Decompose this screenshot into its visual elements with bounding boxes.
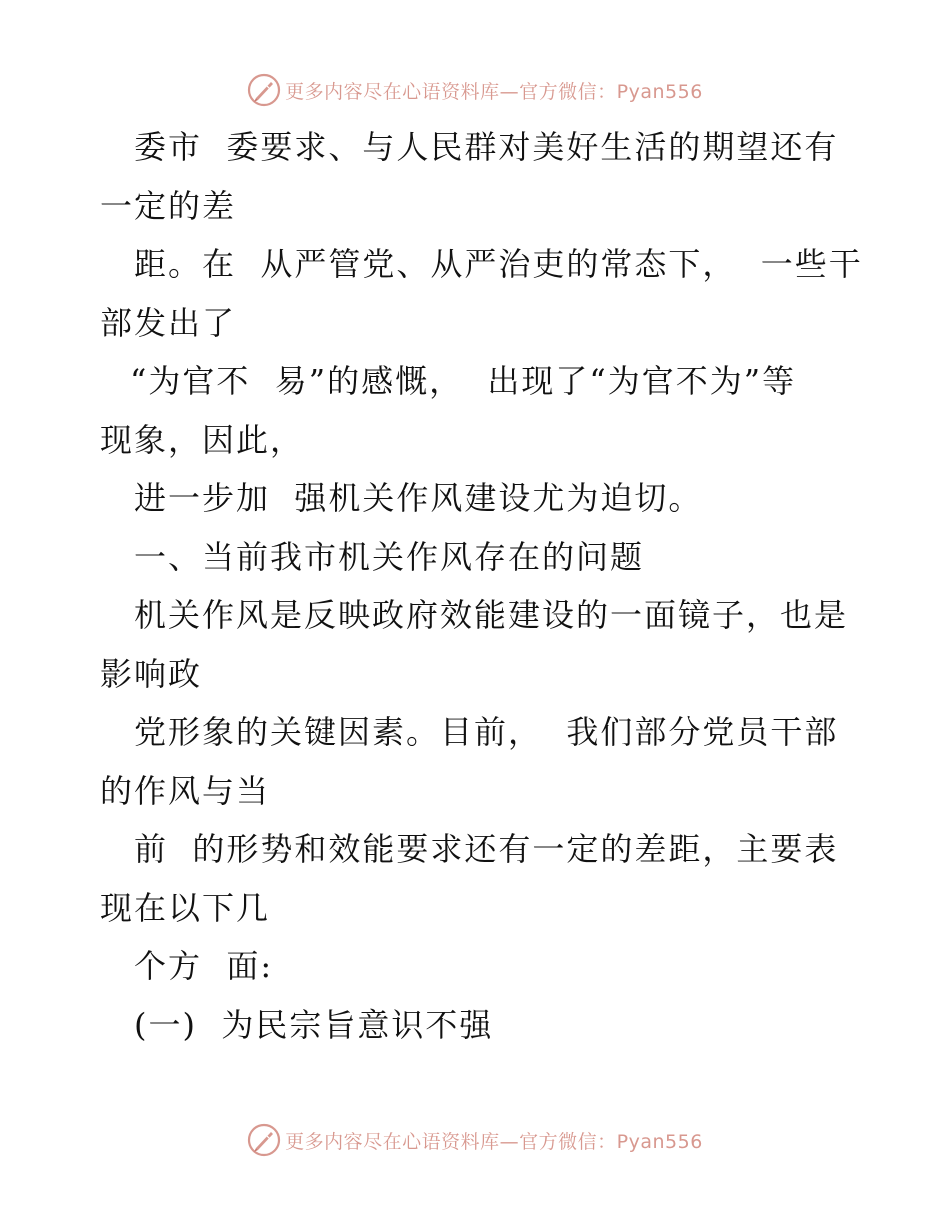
header-watermark [0,70,950,110]
section-heading: 一、当前我市机关作风存在的问题 [134,537,645,576]
body-line: 进一步加 强机关作风建设尤为迫切。 [134,479,703,517]
quill-pen-logo-icon [247,1123,281,1157]
subsection-heading: (一) 为民宗旨意识不强 [134,1005,494,1044]
body-line: 委市 委要求、与人民群对美好生活的期望还有 [134,128,839,166]
footer-watermark [0,1120,950,1160]
watermark-text: 更多内容尽在心语资料库—官方微信：Pyan556 [285,80,703,103]
quill-pen-logo-icon [247,73,281,107]
body-line: 现象，因此， [100,420,305,459]
body-line: 现在以下几 [100,888,271,927]
document-body [100,118,863,1054]
body-line: 影响政 [100,654,203,693]
body-line: 距。在 从严管党、从严治吏的常态下， 一些干 [134,245,863,283]
body-line: 机关作风是反映政府效能建设的一面镜子，也是 [134,596,849,634]
body-line: 个方 面: [134,947,274,985]
body-line: 一定的差 [100,186,237,225]
body-line: 党形象的关键因素。目前， 我们部分党员干部 [134,713,839,751]
body-line: 部发出了 [100,303,237,342]
watermark-text: 更多内容尽在心语资料库—官方微信：Pyan556 [285,1130,703,1153]
body-line: 前 的形势和效能要求还有一定的差距，主要表 [134,830,839,868]
body-line: 的作风与当 [100,771,271,810]
body-line: “为官不 易”的感慨， 出现了“为官不为”等 [130,362,797,400]
